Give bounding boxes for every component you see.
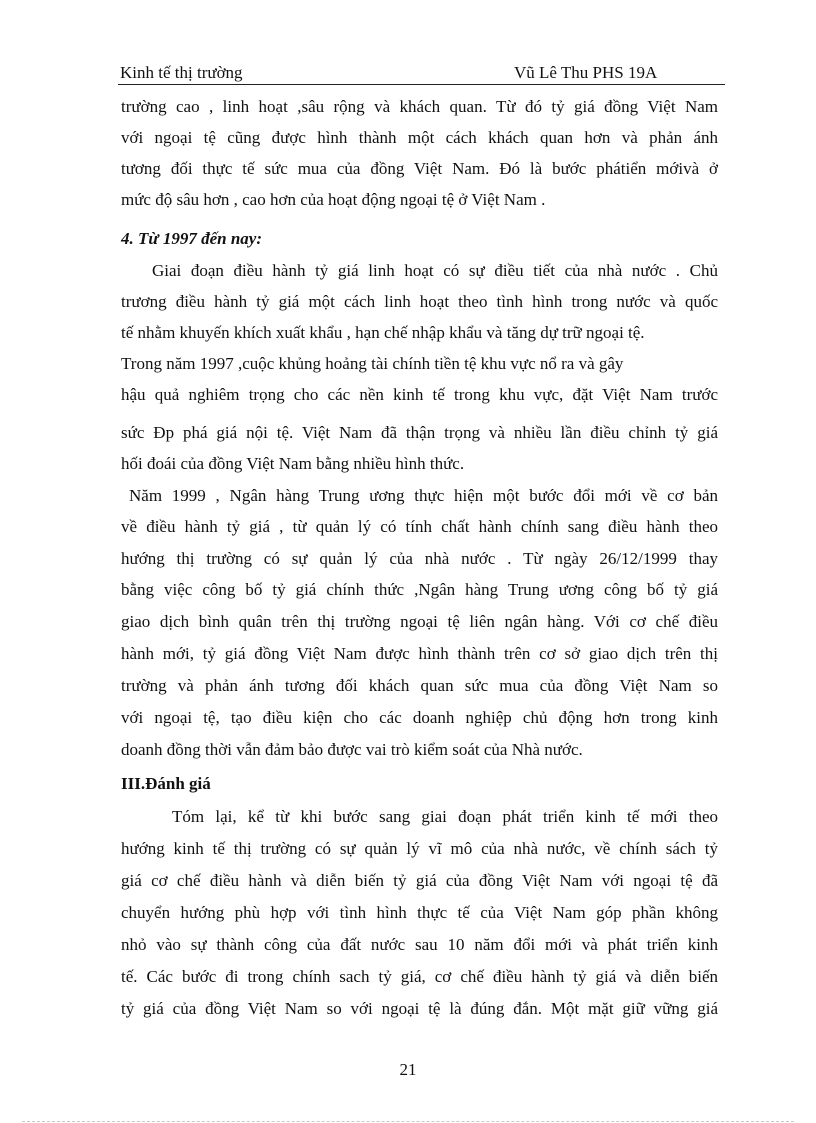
text-line: giao dịch bình quân trên thị trường ngoại tệ liên ngân hàng. Với cơ chế điều	[121, 612, 718, 631]
section-heading: III.Đánh giá	[121, 774, 211, 793]
text-line: Trong năm 1997 ,cuộc khủng hoảng tài chính tiền tệ khu vực nổ ra và gây	[121, 354, 624, 373]
text-line: về điều hành tỷ giá , từ quản lý có tính chất hành chính sang điều hành theo	[121, 517, 718, 536]
header-title: Kinh tế thị trường	[120, 63, 243, 82]
text-line: tương đối thực tế sức mua của đồng Việt Nam. Đó là bước phátiển mớivà ở	[121, 159, 718, 178]
section-heading: 4. Từ 1997 đến nay:	[121, 229, 262, 248]
text-line: hướng kinh tế thị trường có sự quản lý vĩ mô của nhà nước, về chính sách tỷ	[121, 839, 718, 858]
text-line: mức độ sâu hơn , cao hơn của hoạt động ngoại tệ ở Việt Nam .	[121, 190, 546, 209]
text-line: hậu quả nghiêm trọng cho các nền kinh tế trong khu vực, đặt Việt Nam trước	[121, 385, 718, 404]
text-line: với ngoại tệ, tạo điều kiện cho các doanh nghiệp chủ động hơn trong kinh	[121, 708, 718, 727]
text-line: nhỏ vào sự thành công của đất nước sau 10 năm đổi mới và phát triển kinh	[121, 935, 718, 954]
text-line: Tóm lại, kể từ khi bước sang giai đoạn phát triển kinh tế mới theo	[172, 807, 718, 826]
text-line: tế. Các bước đi trong chính sach tỷ giá, cơ chế điều hành tỷ giá và diễn biến	[121, 967, 718, 986]
text-line: tỷ giá của đồng Việt Nam so với ngoại tệ là đúng đắn. Một mặt giữ vững giá	[121, 999, 718, 1018]
text-line: trường và phản ánh tương đối khách quan sức mua của đồng Việt Nam so	[121, 676, 718, 695]
text-line: giá cơ chế điều hành và diễn biến tỷ giá của đồng Việt Nam với ngoại tệ đã	[121, 871, 718, 890]
running-header	[118, 62, 725, 85]
header-author: Vũ Lê Thu PHS 19A	[514, 63, 658, 82]
text-line: sức Ðp phá giá nội tệ. Việt Nam đã thận trọng và nhiều lần điều chỉnh tỷ giá	[121, 423, 718, 442]
page-bottom-divider	[22, 1121, 794, 1122]
text-line: Giai đoạn điều hành tỷ giá linh hoạt có sự điều tiết của nhà nước . Chủ	[152, 261, 718, 280]
text-line: hướng thị trường có sự quản lý của nhà nước . Từ ngày 26/12/1999 thay	[121, 549, 718, 568]
page-number: 21	[399, 1060, 417, 1079]
text-line: trường cao , linh hoạt ,sâu rộng và khách quan. Từ đó tỷ giá đồng Việt Nam	[121, 97, 718, 116]
text-line: chuyển hướng phù hợp với tình hình thực tế của Việt Nam góp phần không	[121, 903, 718, 922]
text-line: bằng việc công bố tỷ giá chính thức ,Ngân hàng Trung ương công bố tỷ giá	[121, 580, 718, 599]
text-line: hành mới, tỷ giá đồng Việt Nam được hình thành trên cơ sở giao dịch trên thị	[121, 644, 718, 663]
text-line: với ngoại tệ cũng được hình thành một cách khách quan hơn và phản ánh	[121, 128, 718, 147]
text-line: Năm 1999 , Ngân hàng Trung ương thực hiện một bước đổi mới về cơ bản	[129, 486, 718, 505]
text-line: hối đoái của đồng Việt Nam bằng nhiều hình thức.	[121, 454, 465, 473]
text-line: tế nhằm khuyến khích xuất khẩu , hạn chế nhập khẩu và tăng dự trữ ngoại tệ.	[121, 323, 645, 342]
text-line: doanh đồng thời vẫn đảm bảo được vai trò kiểm soát của Nhà nước.	[121, 740, 583, 759]
text-line: trương điều hành tỷ giá một cách linh hoạt theo tình hình trong nước và quốc	[121, 292, 718, 311]
